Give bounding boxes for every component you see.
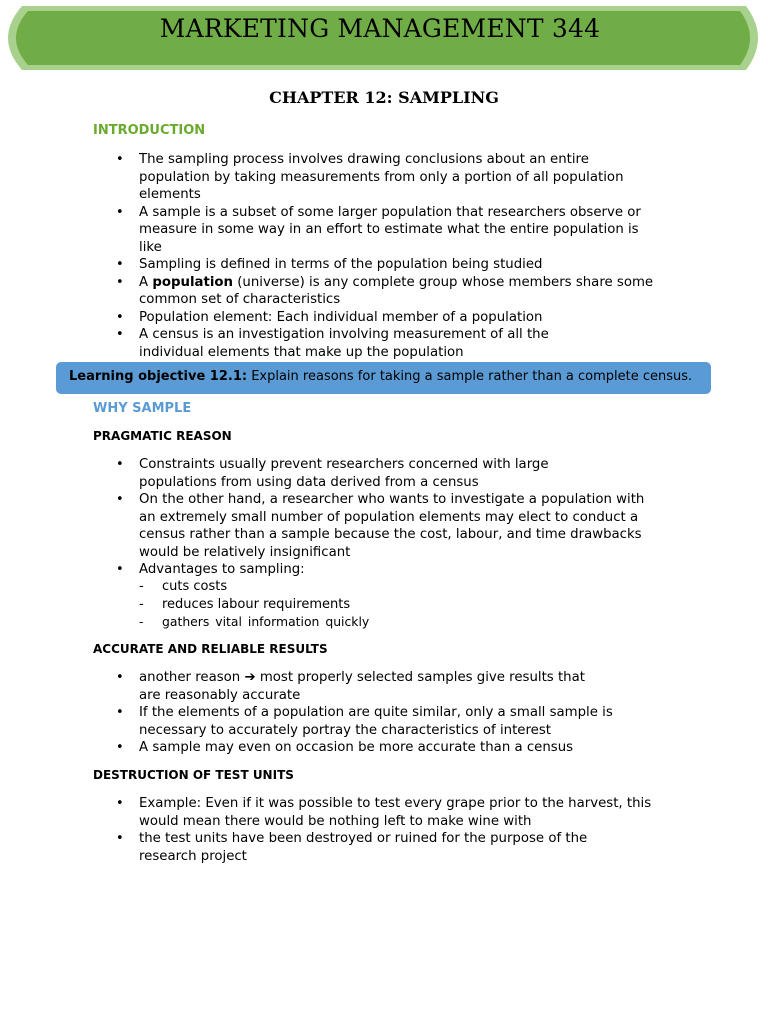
list-item [0, 795, 659, 830]
bullet-text-post: most properly selected samples give results that are reasonably accurate [139, 670, 585, 703]
list-item [0, 326, 579, 361]
pragmatic-list [0, 456, 659, 579]
list-item [0, 309, 659, 327]
course-title: MARKETING MANAGEMENT 344 [159, 14, 601, 43]
objective-text: Explain reasons for taking a sample rather than a complete census. [247, 369, 693, 384]
bullet-text: Population element: Each individual member of a population [139, 309, 543, 325]
objective-label: Learning objective 12.1: [69, 369, 248, 384]
learning-objective-bar [56, 362, 711, 394]
arrow-icon: ➔ [244, 670, 256, 685]
list-item [0, 739, 659, 757]
accurate-heading: ACCURATE AND RELIABLE RESULTS [93, 642, 328, 656]
chapter-title: CHAPTER 12: SAMPLING [269, 88, 499, 107]
bullet-text: Advantages to sampling: [139, 562, 305, 577]
introduction-list [0, 151, 659, 361]
bullet-text: A sample is a subset of some larger population that researchers observe or measure in some way in an effort to estimate what the entire population is like [139, 204, 641, 255]
list-item [0, 256, 659, 274]
bullet-text-bold: population [152, 274, 234, 290]
list-item [0, 830, 619, 865]
bullet-text: Sampling is defined in terms of the population being studied [139, 257, 543, 272]
bullet-text: the test units have been destroyed or ruined for the purpose of the research project [139, 831, 588, 864]
list-item [0, 456, 569, 491]
list-item [0, 204, 659, 257]
list-item [0, 274, 659, 309]
list-item [0, 704, 619, 739]
list-item [0, 151, 659, 204]
list-item [0, 561, 659, 579]
destruction-heading: DESTRUCTION OF TEST UNITS [93, 768, 294, 782]
bullet-text: On the other hand, a researcher who wants to investigate a population with an extremely small number of population elements may elect to conduct a census rather than a sample because the cost, labour, and time drawbacks would be relatively insignificant [139, 492, 645, 560]
bullet-text: Constraints usually prevent researchers concerned with large populations from using data derived from a census [139, 457, 549, 490]
bullet-text: Example: Even if it was possible to test every grape prior to the harvest, this would mean there would be nothing left to make wine with [139, 796, 652, 829]
list-item: - cuts costs [0, 578, 369, 596]
bullet-text: A sample may even on occasion be more accurate than a census [139, 740, 574, 755]
list-item [0, 491, 659, 561]
destruction-list [0, 795, 659, 865]
introduction-heading: INTRODUCTION [93, 123, 206, 138]
accurate-list [0, 669, 659, 757]
advantages-list [0, 578, 369, 631]
bullet-text: The sampling process involves drawing conclusions about an entire population by taking measurements from only a portion of all population elements [139, 152, 624, 202]
list-item: - reduces labour requirements [0, 596, 369, 614]
bullet-text-pre: A [139, 274, 153, 290]
bullet-text: A census is an investigation involving measurement of all the individual elements that make up the population [139, 327, 549, 360]
why-sample-heading: WHY SAMPLE [93, 401, 192, 416]
pragmatic-heading: PRAGMATIC REASON [93, 429, 232, 443]
list-item [0, 669, 609, 704]
bullet-text: If the elements of a population are quite similar, only a small sample is necessary to accurately portray the characteristics of interest [139, 705, 613, 738]
bullet-text-pre: another reason [139, 670, 245, 685]
bullet-text-post: (universe) is any complete group whose members share some common set of characteristics [139, 274, 654, 307]
header-banner [0, 0, 768, 76]
list-item: - gathers vital information quickly [0, 613, 369, 631]
